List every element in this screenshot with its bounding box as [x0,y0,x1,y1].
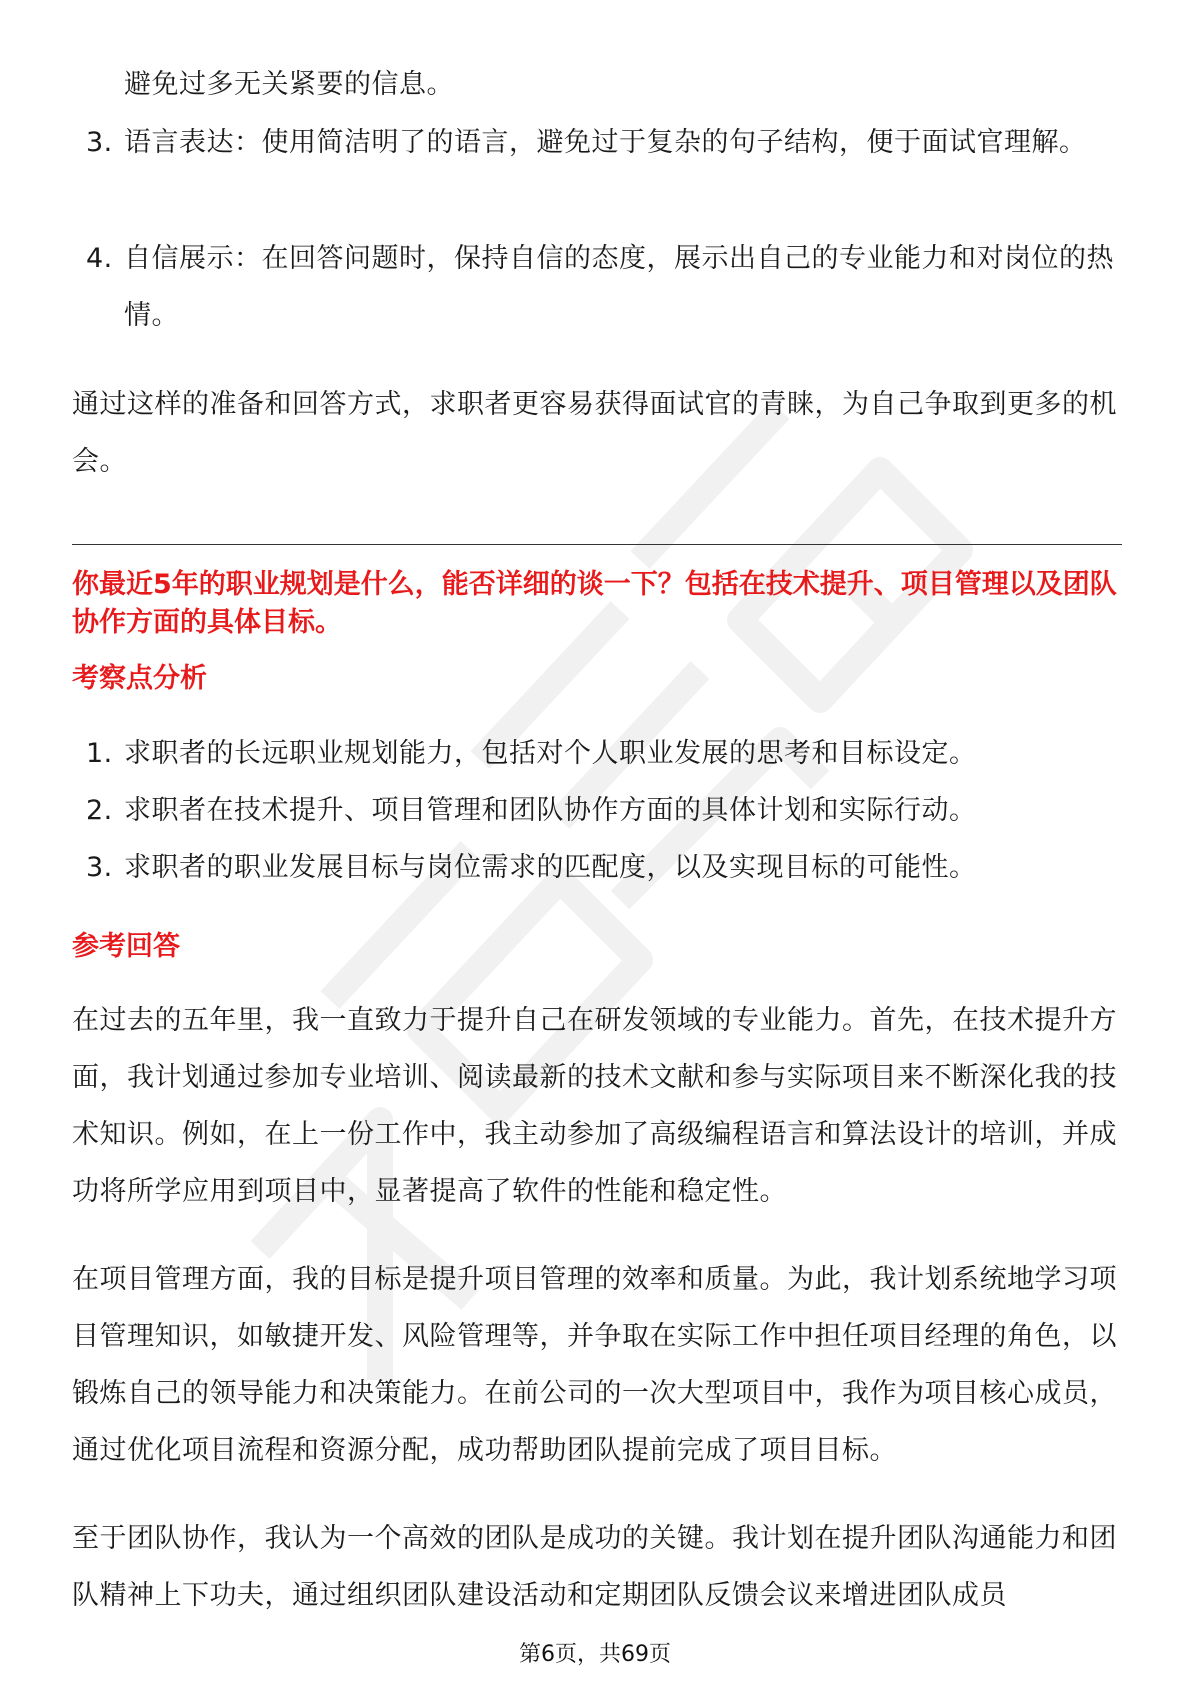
answer-paragraph: 在项目管理方面，我的目标是提升项目管理的效率和质量。为此，我计划系统地学习项目管理知识，如敏捷开发、风险管理等，并争取在实际工作中担任项目经理的角色，以锻炼自己的领导能力和决策能力。在前公司的一次大型项目中，我作为项目核心成员，通过优化项目流程和资源分配，成功帮助团队提前完成了项目目标。 [72,1264,1117,1466]
summary-paragraph: 通过这样的准备和回答方式，求职者更容易获得面试官的青睐，为自己争取到更多的机会。 [72,389,1117,477]
list-item-text: 求职者在技术提升、项目管理和团队协作方面的具体计划和实际行动。 [124,795,977,826]
list-item-text: 求职者的职业发展目标与岗位需求的匹配度，以及实现目标的可能性。 [124,852,977,883]
page-number: 第6页，共69页 [519,1642,671,1667]
analysis-list-item [72,839,1122,896]
list-item-number: 1. [86,738,113,769]
list-item-text: 语言表达：使用简洁明了的语言，避免过于复杂的句子结构，便于面试官理解。 [124,127,1087,158]
interview-question: 你最近5年的职业规划是什么，能否详细的谈一下？包括在技术提升、项目管理以及团队协作方面的具体目标。 [72,569,1117,638]
list-item-number: 2. [86,795,113,826]
list-item-number: 4. [86,243,113,274]
intro-list-item [72,114,1122,171]
intro-list-item [72,230,1122,344]
answer-paragraph: 在过去的五年里，我一直致力于提升自己在研发领域的专业能力。首先，在技术提升方面，我计划通过参加专业培训、阅读最新的技术文献和参与实际项目来不断深化我的技术知识。例如，在上一份工作中，我主动参加了高级编程语言和算法设计的培训，并成功将所学应用到项目中，显著提高了软件的性能和稳定性。 [72,1005,1117,1207]
answer-heading: 参考回答 [72,931,180,962]
analysis-heading: 考察点分析 [72,663,207,694]
analysis-list-item [72,725,1122,782]
answer-paragraph: 至于团队协作，我认为一个高效的团队是成功的关键。我计划在提升团队沟通能力和团队精神上下功夫，通过组织团队建设活动和定期团队反馈会议来增进团队成员 [72,1523,1117,1611]
analysis-list-item [72,782,1122,839]
list-item-number: 3. [86,852,113,883]
list-item-text: 求职者的长远职业规划能力，包括对个人职业发展的思考和目标设定。 [124,738,977,769]
section-divider [72,544,1122,545]
list-item-continuation: 避免过多无关紧要的信息。 [124,69,454,100]
list-item-number: 3. [86,127,113,158]
list-item-text: 自信展示：在回答问题时，保持自信的态度，展示出自己的专业能力和对岗位的热情。 [124,243,1114,331]
